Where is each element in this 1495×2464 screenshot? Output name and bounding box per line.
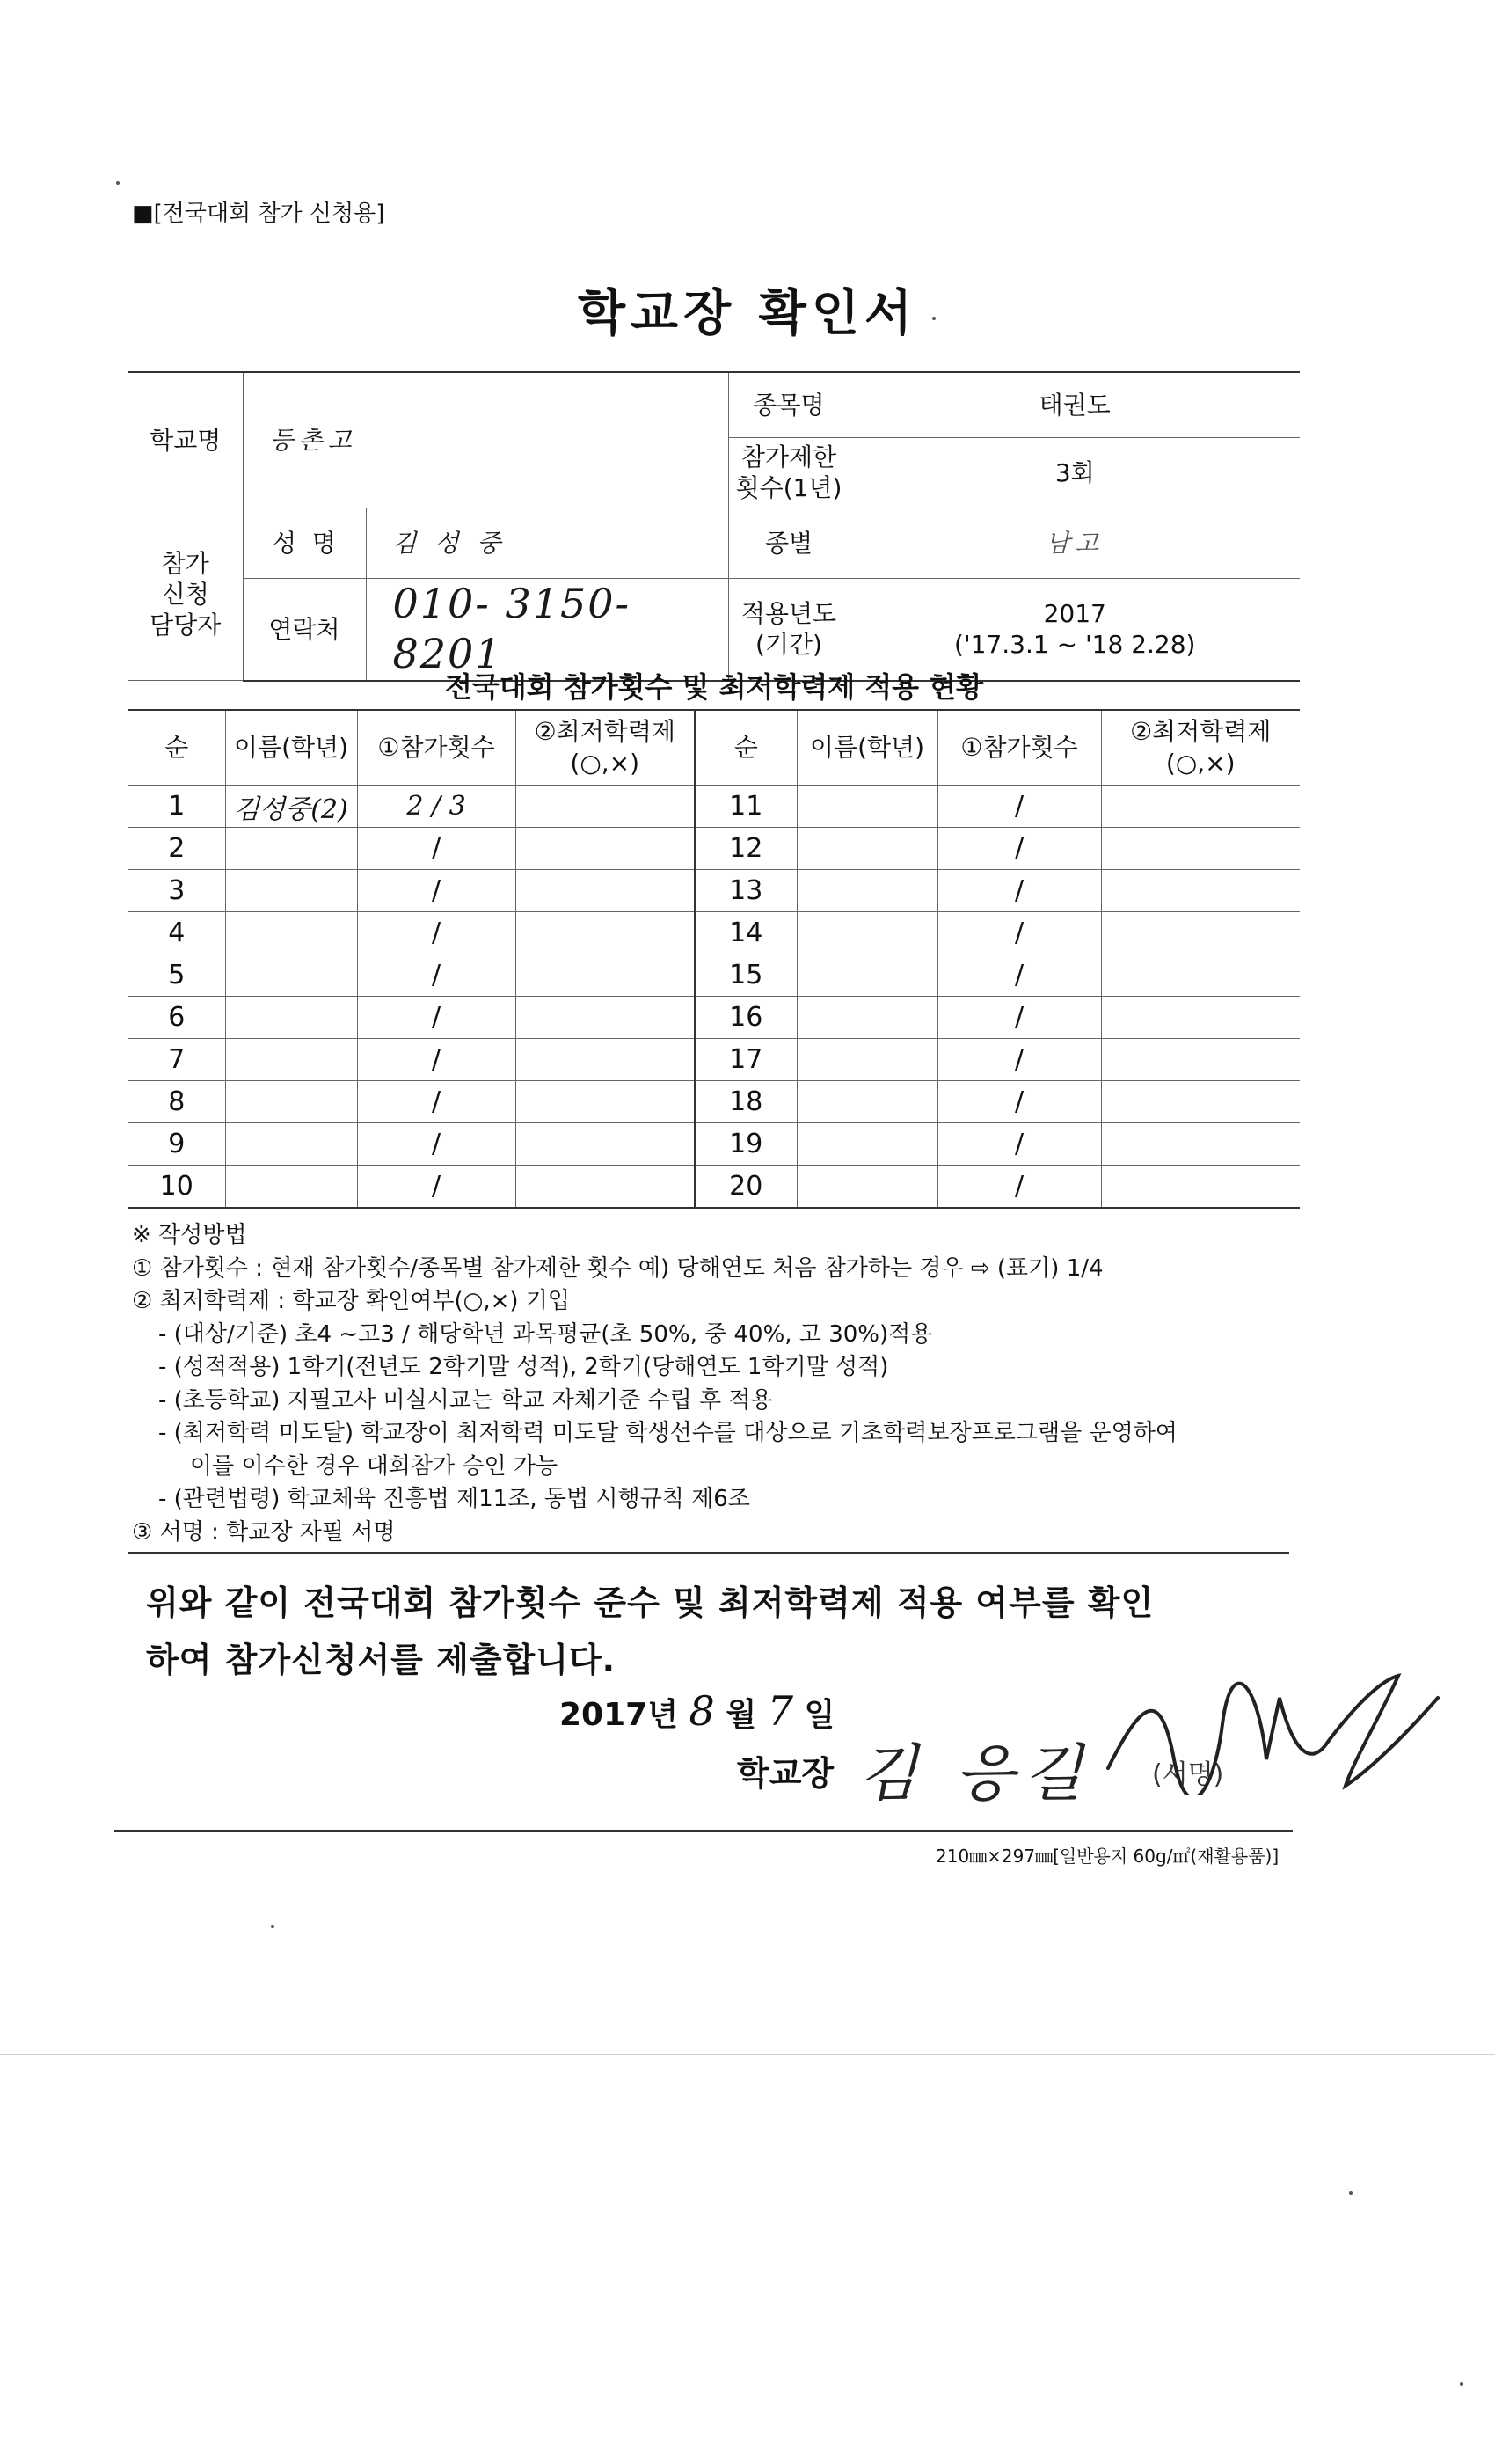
row-min-grade [515,1123,695,1166]
row-number: 1 [128,786,225,828]
scan-speck [1460,2382,1463,2386]
contact-value: 010- 3150-8201 [366,578,728,681]
table-row [128,1166,1300,1209]
row-min-grade [1101,997,1300,1039]
table-header-row [128,710,1300,786]
event-value: 태권도 [850,372,1300,437]
note-2b: - (성적적용) 1학기(전년도 2학기말 성적), 2학기(당해연도 1학기말 성적) [158,1354,889,1380]
school-value: 등촌고 [243,372,728,508]
date-day-unit: 일 [804,1697,835,1733]
category-value: 남고 [850,508,1300,578]
statement-line-1: 위와 같이 전국대회 참가횟수 준수 및 최저학력제 적용 여부를 확인 [146,1583,1155,1622]
footer-divider [114,1830,1293,1832]
table-row [128,954,1300,997]
row-number: 13 [695,870,797,912]
signature-scrawl-icon [1090,1663,1442,1795]
row-number: 3 [128,870,225,912]
year-label: 적용년도 (기간) [728,578,850,681]
row-min-grade [515,997,695,1039]
col-header: 순 [695,710,797,786]
note-2: ② 최저학력제 : 학교장 확인여부(○,×) 기입 [132,1288,571,1314]
row-name [797,912,937,954]
row-count: / [357,1081,515,1123]
row-count: / [357,912,515,954]
row-name [225,1039,357,1081]
row-name [225,954,357,997]
row-count: / [357,828,515,870]
row-count: / [937,912,1101,954]
form-tag: ■[전국대회 참가 신청용] [132,201,385,227]
row-count: / [937,870,1101,912]
row-number: 12 [695,828,797,870]
row-min-grade [515,1039,695,1081]
col-header: ②최저학력제 (○,×) [515,710,695,786]
col-header: ①참가횟수 [937,710,1101,786]
note-2d-cont: 이를 이수한 경우 대회참가 승인 가능 [190,1452,558,1480]
table-title: 전국대회 참가횟수 및 최저학력제 적용 현황 [444,670,984,704]
row-name [797,786,937,828]
row-number: 9 [128,1123,225,1166]
row-number: 2 [128,828,225,870]
row-min-grade [515,1081,695,1123]
row-name [225,1081,357,1123]
row-name [797,1039,937,1081]
table-row [128,997,1300,1039]
row-count: / [937,1039,1101,1081]
note-3: ③ 서명 : 학교장 자필 서명 [132,1518,396,1546]
principal-signature: 김 응길 [858,1737,1092,1810]
col-header: ①참가횟수 [357,710,515,786]
row-count: / [357,954,515,997]
date-month-unit: 월 [726,1697,757,1733]
row-number: 14 [695,912,797,954]
signing-date [559,1687,835,1735]
row-name [797,997,937,1039]
col-header: 이름(학년) [797,710,937,786]
row-number: 17 [695,1039,797,1081]
scan-speck [1349,2191,1353,2195]
row-name [225,912,357,954]
row-name: 김성중(2) [225,786,357,828]
row-min-grade [515,786,695,828]
row-count: / [357,870,515,912]
row-name [225,1123,357,1166]
row-count: / [937,786,1101,828]
row-number: 19 [695,1123,797,1166]
row-min-grade [1101,786,1300,828]
row-number: 4 [128,912,225,954]
contact-label: 연락처 [243,578,366,681]
row-min-grade [515,828,695,870]
row-min-grade [1101,870,1300,912]
row-count: / [937,1123,1101,1166]
instructions [132,1219,1310,1549]
header-table [128,371,1300,682]
row-count: / [357,997,515,1039]
scan-speck [271,1925,274,1928]
note-1: ① 참가횟수 : 현재 참가횟수/종목별 참가제한 횟수 예) 당해연도 처음 참가하는 경우 ⇨ (표기) 1/4 [132,1254,1104,1282]
date-month: 8 [689,1687,715,1735]
row-number: 5 [128,954,225,997]
table-row [128,828,1300,870]
statement-line-2: 하여 참가신청서를 제출합니다. [146,1641,616,1679]
name-label: 성 명 [243,508,366,578]
row-min-grade [1101,954,1300,997]
row-count: / [357,1039,515,1081]
table-row [128,912,1300,954]
year-value: 2017 ('17.3.1 ~ '18 2.28) [850,578,1300,681]
col-header: 이름(학년) [225,710,357,786]
row-count: / [357,1123,515,1166]
table-row [128,1039,1300,1081]
category-label: 종별 [728,508,850,578]
row-count: / [937,828,1101,870]
row-min-grade [515,1166,695,1209]
row-count: / [937,1166,1101,1209]
row-name [225,997,357,1039]
row-min-grade [1101,1166,1300,1209]
row-count: / [937,997,1101,1039]
table-row [128,870,1300,912]
row-number: 6 [128,997,225,1039]
row-name [225,828,357,870]
note-2e: - (관련법령) 학교체육 진흥법 제11조, 동법 시행규칙 제6조 [158,1486,750,1512]
participation-table [128,709,1300,1209]
limit-value: 3회 [850,437,1300,508]
row-number: 18 [695,1081,797,1123]
note-2a: - (대상/기준) 초4 ~고3 / 해당학년 과목평균(초 50%, 중 40%, 고 30%)적용 [158,1320,933,1348]
row-min-grade [1101,912,1300,954]
confirmation-statement [146,1575,1154,1689]
limit-label: 참가제한 횟수(1년) [728,437,850,508]
row-count: / [937,954,1101,997]
row-number: 8 [128,1081,225,1123]
page-title: 학교장 확인서 [577,285,918,342]
notes-heading: ※ 작성방법 [132,1222,247,1248]
row-min-grade [1101,1039,1300,1081]
event-label: 종목명 [728,372,850,437]
row-count: 2 / 3 [357,786,515,828]
scan-margin [0,2054,1495,2464]
row-number: 11 [695,786,797,828]
row-min-grade [515,870,695,912]
row-number: 16 [695,997,797,1039]
table-row [128,1081,1300,1123]
row-name [797,1123,937,1166]
date-year: 2017년 [559,1697,678,1733]
row-name [797,1081,937,1123]
scan-speck [932,317,936,320]
table-row [128,786,1300,828]
row-min-grade [1101,1081,1300,1123]
row-min-grade [1101,828,1300,870]
row-min-grade [515,954,695,997]
table-row [128,1123,1300,1166]
row-name [797,828,937,870]
divider [128,1552,1289,1554]
principal-label: 학교장 [737,1754,835,1793]
row-name [225,870,357,912]
applicant-label: 참가 신청 담당자 [128,508,243,681]
col-header: ②최저학력제 (○,×) [1101,710,1300,786]
row-min-grade [1101,1123,1300,1166]
col-header: 순 [128,710,225,786]
school-label: 학교명 [128,372,243,508]
row-count: / [937,1081,1101,1123]
paper-spec: 210㎜×297㎜[일반용지 60g/㎡(재활용품)] [936,1846,1280,1867]
seal-mark: (서명) [1152,1759,1224,1790]
row-number: 20 [695,1166,797,1209]
row-name [225,1166,357,1209]
name-value: 김 성 중 [366,508,728,578]
row-name [797,870,937,912]
row-name [797,954,937,997]
row-name [797,1166,937,1209]
note-2c: - (초등학교) 지필고사 미실시교는 학교 자체기준 수립 후 적용 [158,1386,773,1414]
row-number: 7 [128,1039,225,1081]
scan-speck [116,181,120,185]
row-count: / [357,1166,515,1209]
row-number: 15 [695,954,797,997]
note-2d: - (최저학력 미도달) 학교장이 최저학력 미도달 학생선수를 대상으로 기초학력보장프로그램을 운영하여 [158,1420,1178,1446]
row-number: 10 [128,1166,225,1209]
date-day: 7 [767,1687,793,1735]
row-min-grade [515,912,695,954]
